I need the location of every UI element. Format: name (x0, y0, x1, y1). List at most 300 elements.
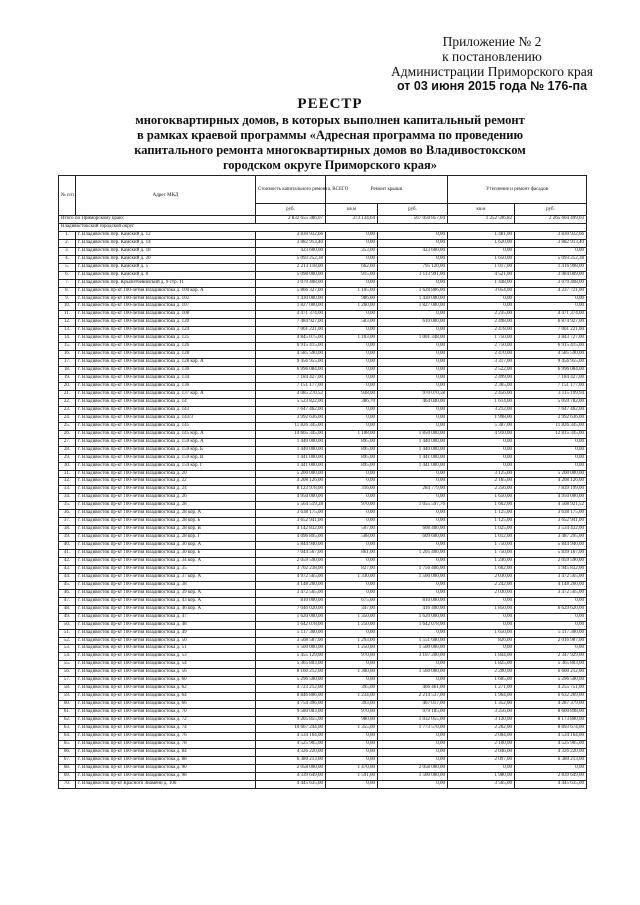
row-facade-cost: 3 984 009,00 (515, 271, 587, 279)
row-address: г. Владивосток пр-кт 100-летия Владивостока д. 43 кор. А (76, 597, 256, 605)
row-total-cost: 1 430 000,00 (256, 295, 326, 303)
row-num: 58. (59, 685, 76, 693)
row-facade-area: 1 650,00 (448, 494, 515, 502)
row-facade-area: 1 125,00 (448, 510, 515, 518)
row-address: г. Владивосток пр-кт 100-летия Владивостока д. 28 кор. А (76, 510, 256, 518)
row-num: 10. (59, 303, 76, 311)
section-row (59, 223, 587, 231)
row-roof-cost: 810 000,00 (378, 597, 448, 605)
table-row (59, 725, 587, 733)
table-row (59, 351, 587, 359)
table-row (59, 263, 587, 271)
row-total-cost: 5 200 000,00 (256, 470, 326, 478)
total-row (59, 216, 587, 224)
row-facade-area: 1 850,00 (448, 605, 515, 613)
row-roof-area: 1 330,00 (326, 573, 378, 581)
row-facade-cost: 5 059 782,00 (515, 398, 587, 406)
row-num: 14. (59, 335, 76, 343)
header-num: № п/п (59, 176, 76, 216)
row-facade-area: 3 256,00 (448, 709, 515, 717)
row-facade-area: 0,00 (448, 438, 515, 446)
table-row (59, 454, 587, 462)
row-address: г. Владивосток пр-кт 100-летия Владивостока д. 124 (76, 327, 256, 335)
row-facade-area: 1 448,00 (448, 279, 515, 287)
row-roof-cost: 416 400,00 (378, 605, 448, 613)
row-address: г. Владивосток пр-кт 100-летия Владивостока д. 98 (76, 772, 256, 780)
row-total-cost: 7 044 567,00 (256, 550, 326, 558)
table-row (59, 375, 587, 383)
row-roof-area: 0,00 (326, 359, 378, 367)
row-address: г. Владивосток пр-кт 100-летия Владивостока д. 72 (76, 717, 256, 725)
row-roof-area: 353,00 (326, 247, 378, 255)
row-facade-area: 2 030,00 (448, 589, 515, 597)
row-roof-area: 395,00 (326, 685, 378, 693)
row-roof-area: 0,00 (326, 748, 378, 756)
row-roof-area: 1 260,00 (326, 303, 378, 311)
table-row (59, 367, 587, 375)
table-row (59, 597, 587, 605)
appendix-label: Приложение № 2 (442, 34, 542, 49)
row-facade-area: 0,00 (448, 613, 515, 621)
row-roof-cost: 1 055 597,76 (378, 502, 448, 510)
row-roof-cost: 1 441 000,00 (378, 454, 448, 462)
row-facade-area: 2 262,00 (448, 725, 515, 733)
row-num: 21. (59, 390, 76, 398)
row-num: 69. (59, 772, 76, 780)
row-roof-cost: 0,00 (378, 494, 448, 502)
row-num: 27. (59, 438, 76, 446)
row-roof-area: 507,00 (326, 526, 378, 534)
row-num: 18. (59, 367, 76, 375)
row-roof-cost: 0,00 (378, 581, 448, 589)
row-facade-area: 1 825,00 (448, 661, 515, 669)
table-row (59, 406, 587, 414)
row-roof-area: 861,00 (326, 550, 378, 558)
row-address: г. Владивосток пр-кт 100-летия Владивостока д. 74 (76, 725, 256, 733)
row-facade-cost: 4 255 751,00 (515, 685, 587, 693)
row-roof-area: 1 300,00 (326, 669, 378, 677)
row-num: 1. (59, 231, 76, 239)
row-address: г. Владивосток пер. Камский д. 18 (76, 247, 256, 255)
row-num: 70. (59, 780, 76, 788)
row-total-cost: 4 754 396,00 (256, 701, 326, 709)
row-num: 34. (59, 494, 76, 502)
table-row (59, 247, 587, 255)
row-roof-cost: 0,00 (378, 661, 448, 669)
row-roof-area: 1 293,00 (326, 637, 378, 645)
row-address: г. Владивосток пр-кт 100-летия Владивостока д. 137 кор. А (76, 390, 256, 398)
row-roof-cost: 608 400,00 (378, 526, 448, 534)
row-roof-area: 0,00 (326, 589, 378, 597)
row-address: г. Владивосток пер. Камский д. 14 (76, 239, 256, 247)
row-facade-cost: 3 079 408,00 (515, 279, 587, 287)
row-num: 22. (59, 398, 76, 406)
row-roof-area: 0,00 (326, 239, 378, 247)
row-facade-area: 1 750,00 (448, 550, 515, 558)
row-facade-cost: 4 287 379,00 (515, 701, 587, 709)
row-roof-cost: 1 628 806,00 (378, 287, 448, 295)
row-facade-area: 2 498,00 (448, 319, 515, 327)
table-row (59, 390, 587, 398)
row-facade-cost: 9 456 955,00 (515, 359, 587, 367)
row-address: г. Владивосток пр-кт 100-летия Владивостока д. 159 кор. Б (76, 446, 256, 454)
row-total-cost: 4 723 212,00 (256, 685, 326, 693)
row-facade-area: 1 025,00 (448, 526, 515, 534)
row-total-cost: 5 844 940,00 (256, 542, 326, 550)
row-facade-area: 2 046,00 (448, 748, 515, 756)
row-facade-cost: 0,00 (515, 454, 587, 462)
row-num: 40. (59, 542, 76, 550)
row-facade-cost: 4 508 921,52 (515, 502, 587, 510)
row-roof-cost: 0,00 (378, 406, 448, 414)
total-facade-cost: 2 265 604 499,03 (515, 216, 587, 224)
title-line-2: в рамках краевой программы «Адресная программа по проведению (137, 128, 523, 142)
total-facade-area: 1 252 596,82 (448, 216, 515, 224)
row-total-cost: 1 500 000,00 (256, 645, 326, 653)
row-num: 49. (59, 613, 76, 621)
header-roof: Ремонт крыши (326, 176, 448, 204)
row-address: г. Владивосток пр-кт 100-летия Владивостока д. 159 кор. Г (76, 462, 256, 470)
title-main: РЕЕСТР (297, 96, 363, 112)
table-row (59, 677, 587, 685)
row-total-cost: 5 117 300,00 (256, 629, 326, 637)
row-total-cost: 3 472 565,00 (256, 589, 326, 597)
table-row (59, 398, 587, 406)
row-facade-area: 2 456,00 (448, 390, 515, 398)
row-facade-area: 2 522,00 (448, 367, 515, 375)
row-facade-area: 2 478,00 (448, 327, 515, 335)
row-address: г. Владивосток пр-кт 100-летия Владивостока д. 134 (76, 375, 256, 383)
row-facade-area: 1 998,00 (448, 414, 515, 422)
table-row (59, 756, 587, 764)
row-facade-cost: 4 237 721,00 (515, 287, 587, 295)
row-total-cost: 810 000,00 (256, 597, 326, 605)
row-num: 30. (59, 462, 76, 470)
row-facade-cost: 8 893 674,00 (515, 725, 587, 733)
row-total-cost: 2 213 118,00 (256, 263, 326, 271)
table-row (59, 764, 587, 772)
row-roof-area: 1 234,00 (326, 693, 378, 701)
table-row (59, 621, 587, 629)
row-roof-area: 0,00 (326, 470, 378, 478)
row-total-cost: 4 096 895,00 (256, 534, 326, 542)
row-num: 55. (59, 661, 76, 669)
row-total-cost: 5 098 000,00 (256, 271, 326, 279)
row-facade-cost: 0,00 (515, 645, 587, 653)
row-facade-area: 3 212,00 (448, 406, 515, 414)
row-facade-cost: 5 117 300,00 (515, 629, 587, 637)
row-facade-area: 2 256,00 (448, 486, 515, 494)
row-facade-cost: 2 839 649,00 (515, 772, 587, 780)
row-roof-area: 0,00 (326, 732, 378, 740)
row-roof-area: 662,60 (326, 263, 378, 271)
table-row (59, 279, 587, 287)
row-total-cost: 4 585 590,00 (256, 351, 326, 359)
table-row (59, 518, 587, 526)
row-total-cost: 7 484 927,00 (256, 319, 326, 327)
row-facade-cost: 2 347 929,00 (515, 653, 587, 661)
unit-roof-m2: кв.м (326, 204, 378, 216)
row-roof-area: 0,00 (326, 367, 378, 375)
row-facade-area: 3 125,00 (448, 470, 515, 478)
row-facade-area: 3 120,00 (448, 717, 515, 725)
table-row (59, 478, 587, 486)
row-num: 52. (59, 637, 76, 645)
row-roof-area: 970,00 (326, 709, 378, 717)
row-facade-cost: 0,00 (515, 438, 587, 446)
table-row (59, 343, 587, 351)
row-num: 3. (59, 247, 76, 255)
row-address: г. Владивосток пр-кт 100-летия Владивостока д. 128 (76, 351, 256, 359)
row-roof-cost: 0,00 (378, 383, 448, 391)
unit-roof-rub: руб. (378, 204, 448, 216)
row-roof-area: 0,00 (326, 542, 378, 550)
row-roof-area: 1 108,00 (326, 430, 378, 438)
row-num: 57. (59, 677, 76, 685)
unit-facade-m2: кв.м (448, 204, 515, 216)
header-total-cost: Стоимость капитального ремонта, ВСЕГО (256, 176, 326, 204)
table-row (59, 422, 587, 430)
row-roof-area: 0,00 (326, 756, 378, 764)
table-row (59, 573, 587, 581)
title-line-1: многоквартирных домов, в которых выполнен капитальный ремонт (135, 113, 525, 127)
row-facade-area: 2 499,00 (448, 375, 515, 383)
row-address: г. Владивосток пр-кт 100-летия Владивостока д. 22 (76, 478, 256, 486)
row-address: г. Владивосток пр-кт 100-летия Владивостока д. 76 (76, 732, 256, 740)
table-row (59, 231, 587, 239)
row-facade-cost: 12 815 345,00 (515, 430, 587, 438)
row-facade-cost: 5 093 252,38 (515, 255, 587, 263)
row-total-cost: 3 638 175,00 (256, 510, 326, 518)
row-roof-area: 938,00 (326, 390, 378, 398)
row-facade-cost: 1 416 998,00 (515, 263, 587, 271)
row-address: г. Владивосток пр-кт 100-летия Владивостока д. 30 кор. А (76, 542, 256, 550)
row-total-cost: 3 702 238,00 (256, 565, 326, 573)
row-roof-area: 0,00 (326, 414, 378, 422)
row-roof-cost: 0,00 (378, 677, 448, 685)
row-total-cost: 2 059 590,00 (256, 557, 326, 565)
row-total-cost: 4 085 270,52 (256, 390, 326, 398)
row-num: 13. (59, 327, 76, 335)
row-total-cost: 1 827 000,00 (256, 303, 326, 311)
table-row (59, 414, 587, 422)
row-facade-area: 1 614,00 (448, 398, 515, 406)
row-address: г. Владивосток пр-кт 100-летия Владивостока д. 145 кор. А (76, 430, 256, 438)
row-address: г. Владивосток пр-кт 100-летия Владивостока д. 35 (76, 565, 256, 573)
row-total-cost: 9 205 855,00 (256, 717, 326, 725)
row-num: 50. (59, 621, 76, 629)
row-roof-cost: 466 461,00 (378, 685, 448, 693)
row-address: г. Владивосток пр-кт 100-летия Владивостока д. 56 (76, 669, 256, 677)
row-address: г. Владивосток пр-кт 100-летия Владивостока д. 102 (76, 295, 256, 303)
row-address: г. Владивосток пр-кт 100-летия Владивостока д. 50 (76, 637, 256, 645)
row-facade-area: 1 605,00 (448, 677, 515, 685)
row-facade-area: 1 650,00 (448, 629, 515, 637)
row-facade-area: 0,00 (448, 764, 515, 772)
row-facade-cost: 0,00 (515, 247, 587, 255)
row-total-cost: 3 652 941,00 (256, 518, 326, 526)
header-facade: Утепление и ремонт фасадов (448, 176, 587, 204)
table-row (59, 311, 587, 319)
row-total-cost: 4 845 075,00 (256, 335, 326, 343)
row-roof-cost: 1 560 000,00 (378, 669, 448, 677)
row-num: 41. (59, 550, 76, 558)
row-roof-cost: 1 500 000,00 (378, 573, 448, 581)
table-row (59, 780, 587, 788)
row-facade-area: 1 980,00 (448, 772, 515, 780)
row-address: г. Владивосток пр-кт 100-летия Владивостока д. 14 (76, 398, 256, 406)
row-facade-cost: 0,00 (515, 613, 587, 621)
row-facade-area: 1 017,00 (448, 263, 515, 271)
row-address: г. Владивосток пр-кт 100-летия Владивостока д. 60 (76, 677, 256, 685)
row-roof-cost: 0,00 (378, 780, 448, 788)
row-facade-cost: 4 326 220,00 (515, 748, 587, 756)
row-total-cost: 6 380 213,00 (256, 756, 326, 764)
row-facade-cost: 3 882 913,40 (515, 239, 587, 247)
row-num: 60. (59, 701, 76, 709)
row-num: 15. (59, 343, 76, 351)
row-address: г. Владивосток пр-кт 100-летия Владивостока д. 28 (76, 502, 256, 510)
row-total-cost: 3 079 408,00 (256, 279, 326, 287)
row-roof-cost: 284 779,00 (378, 486, 448, 494)
row-facade-cost: 3 115 199,94 (515, 390, 587, 398)
row-facade-cost: 3 534 432,00 (515, 526, 587, 534)
row-address: г. Владивосток пр-кт 100-летия Владивостока д. 34 кор. А (76, 557, 256, 565)
row-roof-cost: 1 441 000,00 (378, 462, 448, 470)
row-facade-cost: 1 945 832,00 (515, 565, 587, 573)
row-address: г. Владивосток пер. Камский д. 12 (76, 231, 256, 239)
row-facade-area: 1 481,00 (448, 231, 515, 239)
row-roof-area: 316,00 (326, 486, 378, 494)
row-facade-cost: 0,00 (515, 295, 587, 303)
table-row (59, 335, 587, 343)
row-facade-area: 1 620,00 (448, 239, 515, 247)
row-num: 2. (59, 239, 76, 247)
row-total-cost: 3 882 913,40 (256, 239, 326, 247)
row-num: 62. (59, 717, 76, 725)
row-address: г. Владивосток пр-кт 100-летия Владивостока д. 84 (76, 748, 256, 756)
row-facade-cost: 6 600 212,00 (515, 669, 587, 677)
row-roof-cost: 464 040,00 (378, 398, 448, 406)
total-roof-area: 373 134,64 (326, 216, 378, 224)
table-row (59, 693, 587, 701)
row-facade-area: 0,00 (448, 462, 515, 470)
row-total-cost: 9 456 955,00 (256, 359, 326, 367)
row-roof-area: 0,00 (326, 677, 378, 685)
row-facade-cost: 7 061 221,00 (515, 327, 587, 335)
row-roof-area: 0,00 (326, 327, 378, 335)
row-facade-cost: 8 173 800,00 (515, 717, 587, 725)
row-total-cost: 1 440 000,00 (256, 446, 326, 454)
row-address: г. Владивосток пр-кт 100-летия Владивостока д. 159 кор. В (76, 454, 256, 462)
row-total-cost: 5 365 803,00 (256, 661, 326, 669)
table-row (59, 446, 587, 454)
row-total-cost: 7 046 020,00 (256, 605, 326, 613)
row-roof-cost: 1 642 078,00 (378, 621, 448, 629)
row-num: 42. (59, 557, 76, 565)
table-row (59, 303, 587, 311)
row-num: 36. (59, 510, 76, 518)
table-row (59, 685, 587, 693)
table-row (59, 669, 587, 677)
row-facade-cost: 0,00 (515, 597, 587, 605)
row-facade-cost: 4 585 590,00 (515, 351, 587, 359)
row-roof-cost: 0,00 (378, 359, 448, 367)
row-total-cost: 5 523 822,00 (256, 398, 326, 406)
row-roof-cost: 1 113 991,00 (378, 271, 448, 279)
row-roof-cost: 0,00 (378, 756, 448, 764)
row-roof-area: 1 250,00 (326, 621, 378, 629)
row-num: 31. (59, 470, 76, 478)
row-total-cost: 7 184 427,00 (256, 375, 326, 383)
row-address: г. Владивосток пр-кт 100-летия Владивостока д. 136 (76, 383, 256, 391)
row-facade-cost: 6 629 620,00 (515, 605, 587, 613)
row-total-cost: 10 667 244,00 (256, 725, 326, 733)
row-num: 16. (59, 351, 76, 359)
row-facade-area: 1 246,00 (448, 557, 515, 565)
row-facade-area: 0,00 (448, 454, 515, 462)
row-num: 24. (59, 414, 76, 422)
row-address: г. Владивосток пр-кт 100-летия Владивостока д. 100 кор. А (76, 287, 256, 295)
row-roof-cost: 0,00 (378, 343, 448, 351)
row-facade-cost: 7 184 427,00 (515, 375, 587, 383)
table-row (59, 510, 587, 518)
row-roof-area: 0,00 (326, 343, 378, 351)
table-row (59, 717, 587, 725)
row-address: г. Владивосток пр-кт 100-летия Владивостока д. 128 кор. А (76, 359, 256, 367)
row-num: 61. (59, 709, 76, 717)
row-address: г. Владивосток пр-кт 100-летия Владивостока д. 28 кор. В (76, 526, 256, 534)
row-roof-area: 986,00 (326, 295, 378, 303)
table-row (59, 557, 587, 565)
table-row (59, 565, 587, 573)
row-num: 66. (59, 748, 76, 756)
row-address: г. Владивосток пр-кт 100-летия Владивостока д. 159 кор. А (76, 438, 256, 446)
row-roof-cost: 0,00 (378, 629, 448, 637)
row-facade-cost: 4 471 374,00 (515, 311, 587, 319)
row-address: г. Владивосток пр-кт 100-летия Владивостока д. 125 (76, 335, 256, 343)
row-address: г. Владивосток пр-кт 100-летия Владивостока д. 78 (76, 740, 256, 748)
row-facade-area: 3 565,00 (448, 780, 515, 788)
row-roof-area: 970,00 (326, 502, 378, 510)
row-roof-area: 895,00 (326, 462, 378, 470)
row-facade-cost: 3 992 636,00 (515, 414, 587, 422)
row-num: 53. (59, 645, 76, 653)
row-address: г. Владивосток пр-кт 100-летия Владивостока д. 64 (76, 693, 256, 701)
row-num: 25. (59, 422, 76, 430)
row-roof-area: 508,00 (326, 534, 378, 542)
row-facade-area: 1 271,00 (448, 685, 515, 693)
row-facade-area: 3 054,00 (448, 287, 515, 295)
row-address: г. Владивосток пр-кт 100-летия Владивостока д. 30 кор. Б (76, 550, 256, 558)
row-roof-area: 1 591,00 (326, 772, 378, 780)
row-roof-cost: 1 440 000,00 (378, 438, 448, 446)
table-row (59, 319, 587, 327)
resolution-ref: к постановлению (442, 49, 542, 64)
row-address: г. Владивосток пр-кт 100-летия Владивостока д. 39 кор. А (76, 589, 256, 597)
row-roof-cost: 0,00 (378, 518, 448, 526)
row-address: г. Владивосток пр-кт 100-летия Владивостока д. 38 (76, 581, 256, 589)
unit-total-rub: руб. (256, 204, 326, 216)
row-address: г. Владивосток пр-кт 100-летия Владивостока д. 143 (76, 406, 256, 414)
row-roof-cost: 423 600,00 (378, 247, 448, 255)
table-row (59, 438, 587, 446)
row-facade-cost: 6 996 084,00 (515, 367, 587, 375)
row-num: 47. (59, 597, 76, 605)
row-facade-area: 0,00 (448, 645, 515, 653)
title-line-4: городском округе Приморского края» (222, 158, 438, 172)
table-row (59, 327, 587, 335)
